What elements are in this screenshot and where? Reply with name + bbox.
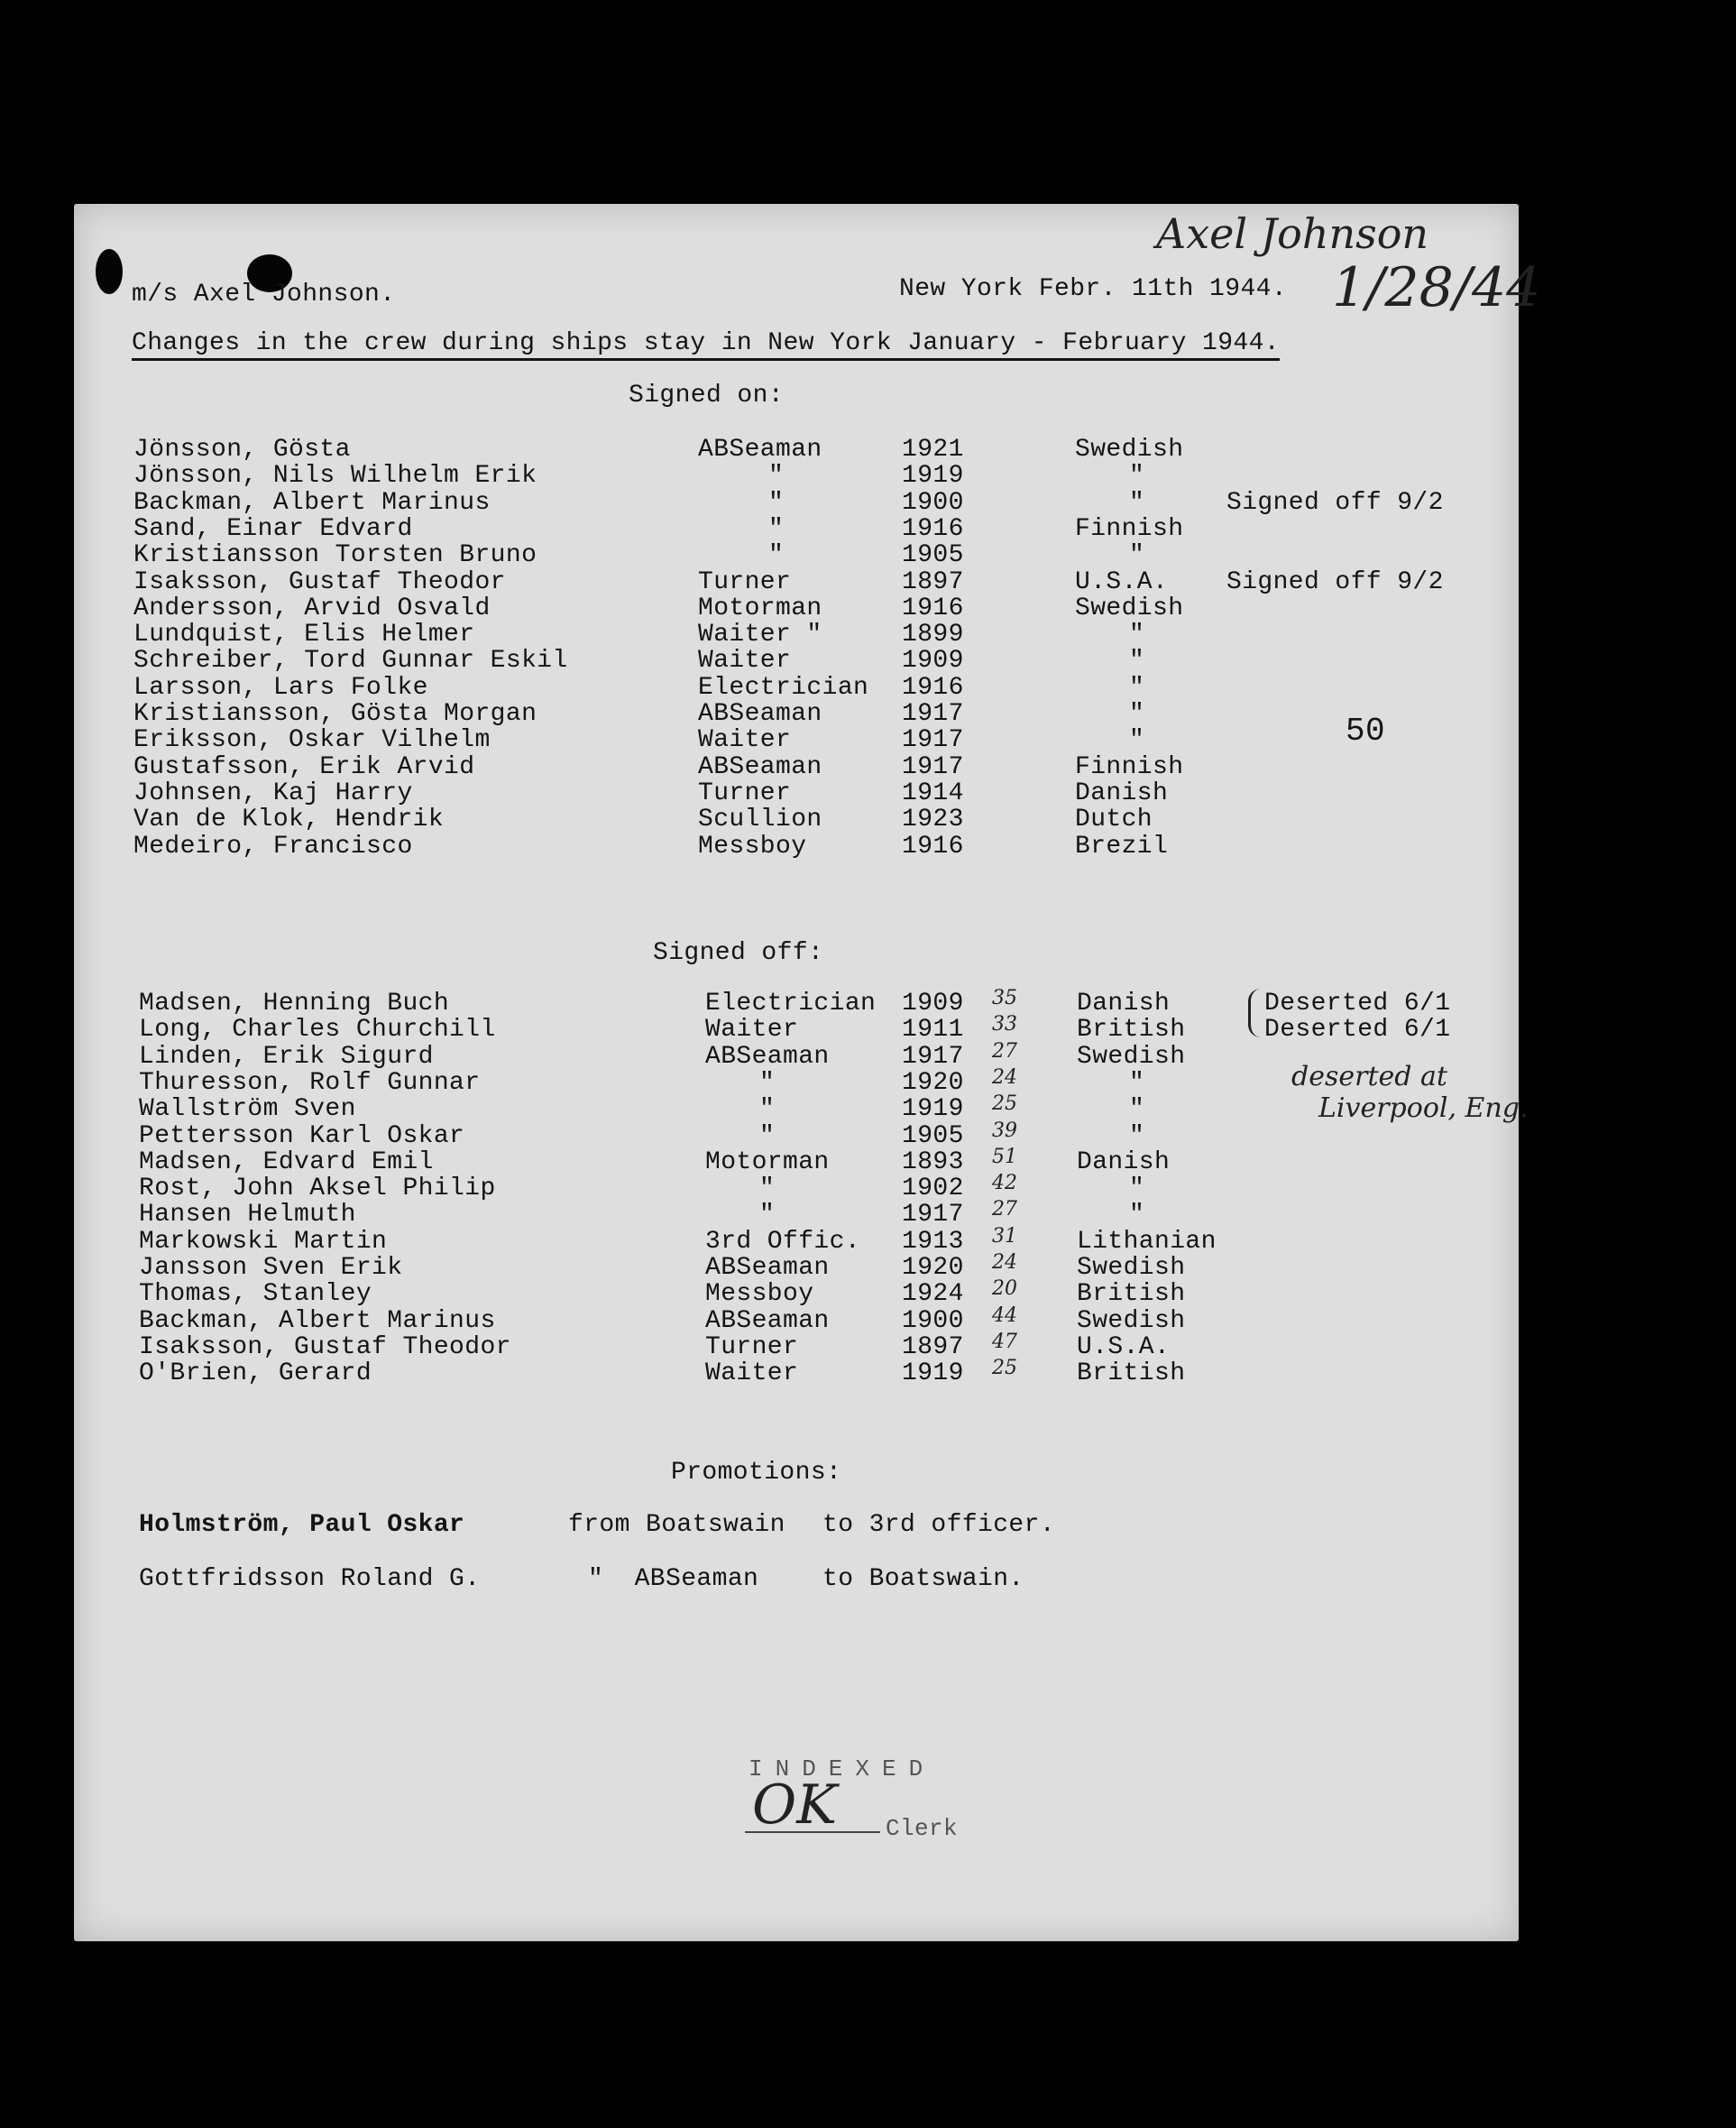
crew-age-handwritten: 51 [992,1145,1017,1168]
crew-name: Pettersson Karl Oskar [139,1121,465,1150]
crew-birth-year: 1916 [902,832,964,861]
crew-nationality: U.S.A. [1075,567,1169,596]
signed-on-heading: Signed on: [629,382,785,410]
crew-nationality: " [1129,1121,1145,1150]
crew-nationality: U.S.A. [1077,1332,1171,1361]
crew-note: Signed off 9/2 [1226,488,1444,517]
crew-rank: Waiter [698,647,792,676]
crew-birth-year: 1914 [902,778,964,807]
crew-nationality: British [1077,1280,1186,1309]
clerk-signature-line [745,1831,880,1833]
crew-nationality: Danish [1077,1147,1171,1176]
crew-nationality: " [1129,700,1145,728]
promotion-to: to Boatswain. [822,1565,1024,1593]
crew-birth-year: 1917 [902,700,964,728]
crew-nationality: " [1129,647,1145,676]
crew-age-handwritten: 39 [992,1119,1017,1142]
crew-birth-year: 1916 [902,514,964,543]
crew-age-handwritten: 35 [992,987,1017,1009]
crew-age-handwritten: 24 [992,1065,1017,1089]
crew-name: Isaksson, Gustaf Theodor [133,567,506,596]
crew-birth-year: 1897 [902,1332,964,1361]
crew-birth-year: 1917 [902,1201,964,1230]
crew-nationality: Swedish [1077,1254,1186,1282]
crew-rank: Motorman [698,594,822,622]
crew-name: Jönsson, Nils Wilhelm Erik [133,462,537,491]
crew-name: Van de Klok, Hendrik [133,806,445,834]
crew-rank: " [759,1201,776,1230]
crew-rank: Waiter [705,1359,799,1388]
crew-rank: Motorman [705,1147,830,1176]
crew-nationality: " [1129,1175,1145,1203]
crew-birth-year: 1920 [902,1254,964,1282]
crew-rank: " [759,1121,776,1150]
crew-rank: ABSeaman [698,436,822,464]
crew-rank: " [759,1095,776,1124]
crew-birth-year: 1909 [902,647,964,676]
crew-name: Linden, Erik Sigurd [139,1042,434,1071]
crew-name: Larsson, Lars Folke [133,673,428,702]
crew-note: Deserted 6/1 [1264,990,1451,1018]
crew-name: Long, Charles Churchill [139,1016,496,1045]
crew-age-handwritten: 25 [992,1092,1017,1116]
crew-nationality: Finnish [1075,514,1184,543]
crew-rank: Turner [698,778,792,807]
crew-nationality: " [1129,726,1145,755]
crew-age-handwritten: 27 [992,1039,1017,1063]
crew-rank: Scullion [698,806,822,834]
promotion-name: Holmström, Paul Oskar [139,1511,465,1539]
promotion-name: Gottfridsson Roland G. [139,1565,481,1593]
crew-name: Schreiber, Tord Gunnar Eskil [133,647,568,676]
crew-nationality: Finnish [1075,752,1184,781]
crew-name: Wallström Sven [139,1095,356,1124]
crew-count: 50 [1346,713,1386,750]
crew-age-handwritten: 31 [992,1224,1017,1248]
crew-name: Eriksson, Oskar Vilhelm [133,726,491,755]
document-title: Changes in the crew during ships stay in New York January - February 1944. [132,330,1280,361]
crew-rank: " [759,1175,776,1203]
crew-note: Deserted 6/1 [1264,1016,1451,1045]
crew-name: Jönsson, Gösta [133,436,351,464]
crew-birth-year: 1924 [902,1280,964,1309]
crew-name: Madsen, Edvard Emil [139,1147,434,1176]
crew-birth-year: 1916 [902,673,964,702]
crew-name: Kristiansson Torsten Bruno [133,541,537,570]
crew-nationality: Danish [1075,778,1169,807]
crew-birth-year: 1923 [902,806,964,834]
crew-birth-year: 1900 [902,488,964,517]
crew-name: Jansson Sven Erik [139,1254,403,1282]
crew-rank: ABSeaman [705,1042,830,1071]
crew-rank: " [768,488,785,517]
crew-name: Medeiro, Francisco [133,832,413,861]
crew-age-handwritten: 47 [992,1330,1017,1353]
promotion-from: from Boatswain [568,1511,785,1539]
punch-hole-left [96,249,123,294]
crew-rank: Turner [698,567,792,596]
crew-rank: Electrician [705,990,877,1018]
crew-nationality: Brezil [1075,832,1169,861]
crew-rank: ABSeaman [705,1254,830,1282]
crew-nationality: " [1129,541,1145,570]
clerk-initials: OK [752,1773,838,1837]
crew-nationality: " [1129,462,1145,491]
crew-rank: 3rd Offic. [705,1227,861,1256]
crew-name: Hansen Helmuth [139,1201,356,1230]
crew-birth-year: 1900 [902,1306,964,1335]
crew-nationality: " [1129,488,1145,517]
signed-off-heading: Signed off: [653,939,824,967]
crew-rank: Messboy [698,832,807,861]
ship-name: m/s Axel Johnson. [132,281,396,309]
crew-birth-year: 1919 [902,1095,964,1124]
crew-rank: Waiter [698,726,792,755]
crew-rank: " [768,514,785,543]
crew-birth-year: 1919 [902,1359,964,1388]
crew-birth-year: 1920 [902,1068,964,1097]
handwritten-ship-name: Axel Johnson [1156,209,1429,258]
crew-birth-year: 1909 [902,990,964,1018]
crew-rank: Messboy [705,1280,814,1309]
crew-birth-year: 1917 [902,1042,964,1071]
crew-name: Andersson, Arvid Osvald [133,594,491,622]
crew-name: Rost, John Aksel Philip [139,1175,496,1203]
crew-name: Backman, Albert Marinus [133,488,491,517]
crew-birth-year: 1897 [902,567,964,596]
crew-rank: " [768,462,785,491]
crew-rank: " [759,1068,776,1097]
crew-name: Thomas, Stanley [139,1280,372,1309]
crew-name: Isaksson, Gustaf Theodor [139,1332,511,1361]
crew-rank: Waiter " [698,621,822,649]
handwritten-note-liverpool: Liverpool, Eng. [1318,1092,1529,1124]
crew-age-handwritten: 20 [992,1277,1017,1301]
handwritten-date: 1/28/44 [1332,256,1541,319]
crew-birth-year: 1911 [902,1016,964,1045]
crew-name: Johnsen, Kaj Harry [133,778,413,807]
crew-name: O'Brien, Gerard [139,1359,372,1388]
crew-birth-year: 1899 [902,621,964,649]
promotions-heading: Promotions: [671,1459,842,1487]
crew-rank: " [768,541,785,570]
crew-nationality: Dutch [1075,806,1153,834]
handwritten-note-deserted: deserted at [1291,1061,1447,1092]
crew-nationality: British [1077,1359,1186,1388]
crew-age-handwritten: 25 [992,1357,1017,1380]
crew-name: Kristiansson, Gösta Morgan [133,700,537,728]
crew-rank: ABSeaman [698,752,822,781]
crew-rank: ABSeaman [705,1306,830,1335]
crew-birth-year: 1917 [902,752,964,781]
crew-nationality: " [1129,1201,1145,1230]
crew-nationality: " [1129,1095,1145,1124]
crew-name: Thuresson, Rolf Gunnar [139,1068,481,1097]
crew-name: Lundquist, Elis Helmer [133,621,475,649]
place-date: New York Febr. 11th 1944. [899,275,1288,303]
crew-birth-year: 1902 [902,1175,964,1203]
crew-rank: Electrician [698,673,869,702]
crew-rank: Waiter [705,1016,799,1045]
crew-nationality: " [1129,621,1145,649]
crew-age-handwritten: 44 [992,1304,1017,1327]
promotion-to: to 3rd officer. [822,1511,1056,1539]
crew-note: Signed off 9/2 [1226,567,1444,596]
clerk-label: Clerk [886,1815,959,1842]
crew-age-handwritten: 24 [992,1251,1017,1274]
crew-name: Madsen, Henning Buch [139,990,450,1018]
crew-nationality: Lithanian [1077,1227,1217,1256]
crew-birth-year: 1905 [902,541,964,570]
promotion-from: " ABSeaman [588,1565,759,1593]
crew-birth-year: 1916 [902,594,964,622]
crew-age-handwritten: 27 [992,1198,1017,1221]
crew-birth-year: 1917 [902,726,964,755]
document-page [74,204,1541,1941]
crew-birth-year: 1919 [902,462,964,491]
crew-nationality: British [1077,1016,1186,1045]
crew-nationality: Swedish [1077,1042,1186,1071]
crew-birth-year: 1893 [902,1147,964,1176]
crew-nationality: Swedish [1075,594,1184,622]
crew-rank: Turner [705,1332,799,1361]
crew-birth-year: 1913 [902,1227,964,1256]
crew-nationality: " [1129,1068,1145,1097]
crew-age-handwritten: 33 [992,1013,1017,1036]
crew-birth-year: 1905 [902,1121,964,1150]
crew-age-handwritten: 42 [992,1172,1017,1195]
crew-name: Backman, Albert Marinus [139,1306,496,1335]
crew-nationality: " [1129,673,1145,702]
deserted-bracket [1248,989,1267,1037]
crew-name: Gustafsson, Erik Arvid [133,752,475,781]
crew-birth-year: 1921 [902,436,964,464]
crew-name: Markowski Martin [139,1227,388,1256]
crew-name: Sand, Einar Edvard [133,514,413,543]
crew-rank: ABSeaman [698,700,822,728]
crew-nationality: Danish [1077,990,1171,1018]
crew-nationality: Swedish [1075,436,1184,464]
crew-nationality: Swedish [1077,1306,1186,1335]
indexed-stamp: INDEXED [749,1755,936,1783]
